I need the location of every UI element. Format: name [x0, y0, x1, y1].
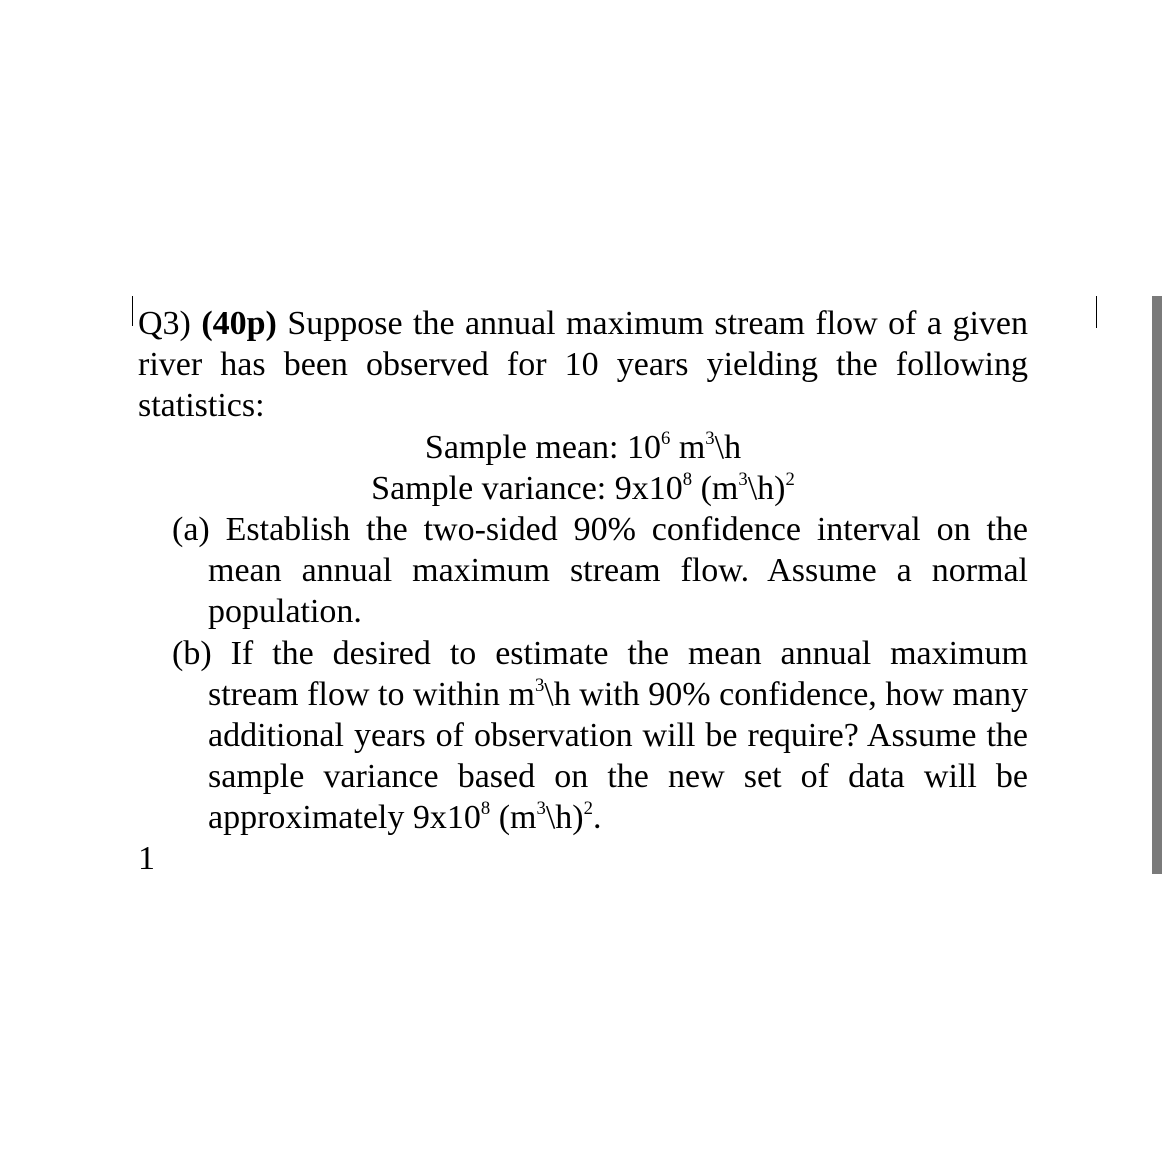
part-b-text-1: (b) If the desired to estimate the mean annual maximum stream flow to within m [172, 634, 1028, 713]
page-number: 1 [138, 840, 155, 877]
part-b-text-3: (m [490, 799, 537, 837]
crop-mark-right [1096, 296, 1097, 328]
question-number: Q3) [138, 305, 191, 342]
sample-mean-exponent: 6 [660, 427, 671, 449]
sample-mean-label: Sample mean: 10 [424, 428, 661, 466]
part-b [138, 633, 1028, 839]
part-b-text-4: \h) [545, 799, 584, 837]
crop-mark-left [132, 296, 133, 326]
sample-variance-label: Sample variance: 9x10 [371, 469, 683, 507]
question-points: (40p) [201, 305, 277, 342]
part-a: (a) Establish the two-sided 90% confidence interval on the mean annual maximum stream flow. Assume a normal population. [172, 511, 1028, 631]
scroll-bar[interactable] [1152, 296, 1162, 874]
question-block [138, 303, 1028, 839]
sample-variance-unit-exponent: 3 [738, 468, 748, 490]
part-b-exponent-2: 8 [480, 798, 491, 820]
sample-variance-exponent: 8 [682, 468, 693, 490]
part-b-exponent-1: 3 [534, 674, 545, 696]
question-intro [138, 303, 1028, 427]
sample-mean-unit: m [670, 428, 706, 466]
sample-variance-unit-square: 2 [785, 468, 795, 490]
sample-variance-unit: (m [692, 469, 739, 507]
part-b-exponent-3: 3 [536, 798, 546, 820]
sample-variance [138, 468, 1028, 509]
sample-mean-unit-exponent: 3 [705, 427, 715, 449]
sample-mean [138, 427, 1028, 468]
part-b-text-5: . [592, 799, 602, 837]
part-b-text-2: \h with 90% confidence, how many additional years of observation will be require? Assume the sample variance based on the new set of data will be approximately 9x10 [208, 675, 1028, 837]
question-intro-text: Suppose the annual maximum stream flow of a given river has been observed for 10 years yielding the following statistics: [138, 305, 1028, 425]
part-b-exponent-4: 2 [583, 798, 593, 820]
sample-variance-unit-tail: \h) [747, 469, 786, 507]
sample-mean-unit-tail: \h [714, 428, 742, 466]
